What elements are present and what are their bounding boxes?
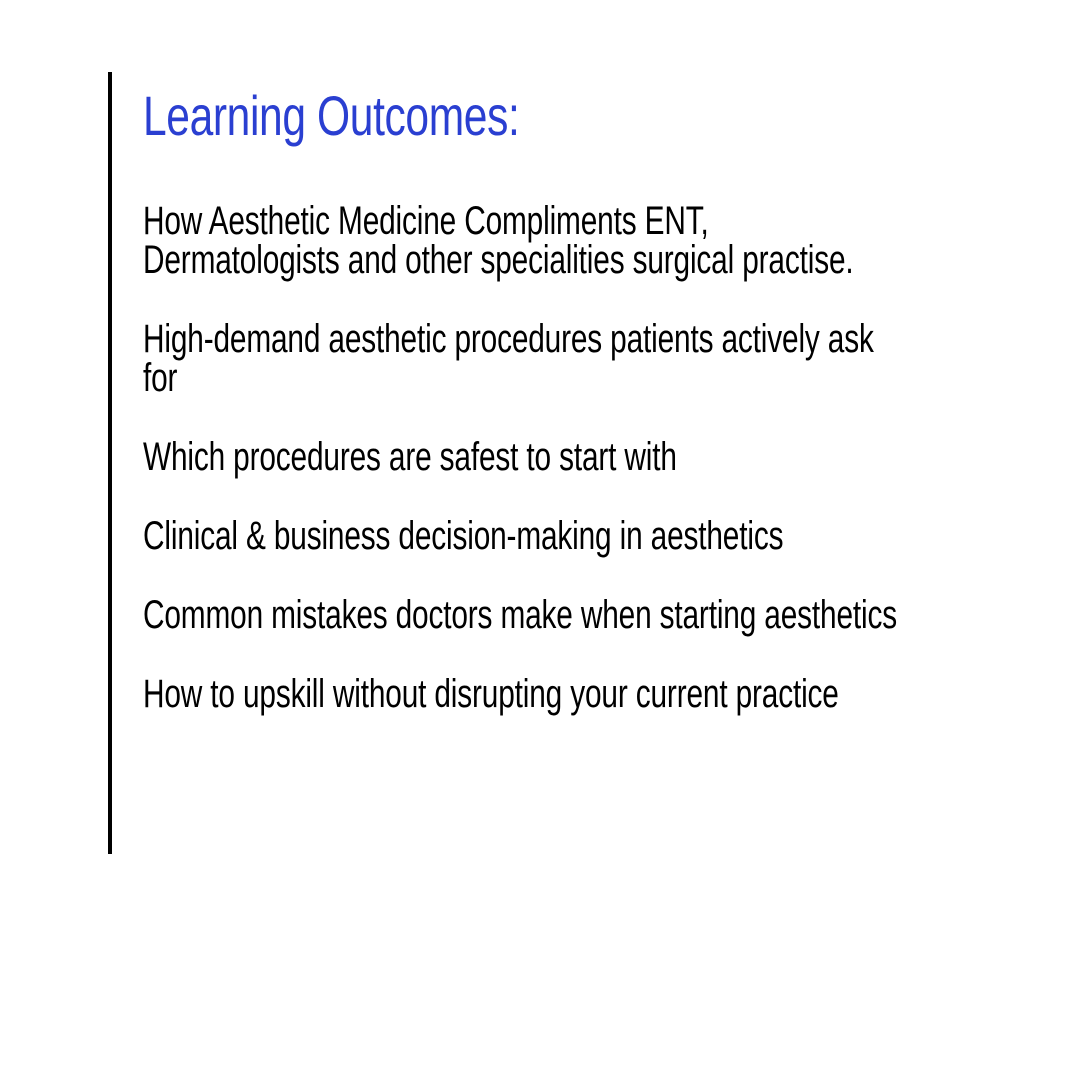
list-item bbox=[143, 514, 963, 558]
left-accent-bar bbox=[108, 72, 112, 854]
outcome-text: How Aesthetic Medicine Compliments ENT, Dermatologists and other specialities surgical practise. bbox=[143, 199, 854, 282]
outcomes-list bbox=[143, 199, 963, 716]
list-item bbox=[143, 593, 963, 637]
outcome-text: High-demand aesthetic procedures patients actively ask for bbox=[143, 317, 874, 400]
outcome-text: Clinical & business decision-making in aesthetics bbox=[143, 514, 784, 558]
outcome-text: Common mistakes doctors make when starting aesthetics bbox=[143, 593, 897, 637]
list-item bbox=[143, 317, 963, 400]
list-item bbox=[143, 199, 963, 282]
list-item bbox=[143, 672, 963, 716]
learning-outcomes-section bbox=[143, 80, 963, 754]
outcome-text: How to upskill without disrupting your current practice bbox=[143, 672, 839, 716]
list-item bbox=[143, 435, 963, 479]
page-title: Learning Outcomes: bbox=[143, 84, 520, 147]
outcome-text: Which procedures are safest to start with bbox=[143, 435, 677, 479]
